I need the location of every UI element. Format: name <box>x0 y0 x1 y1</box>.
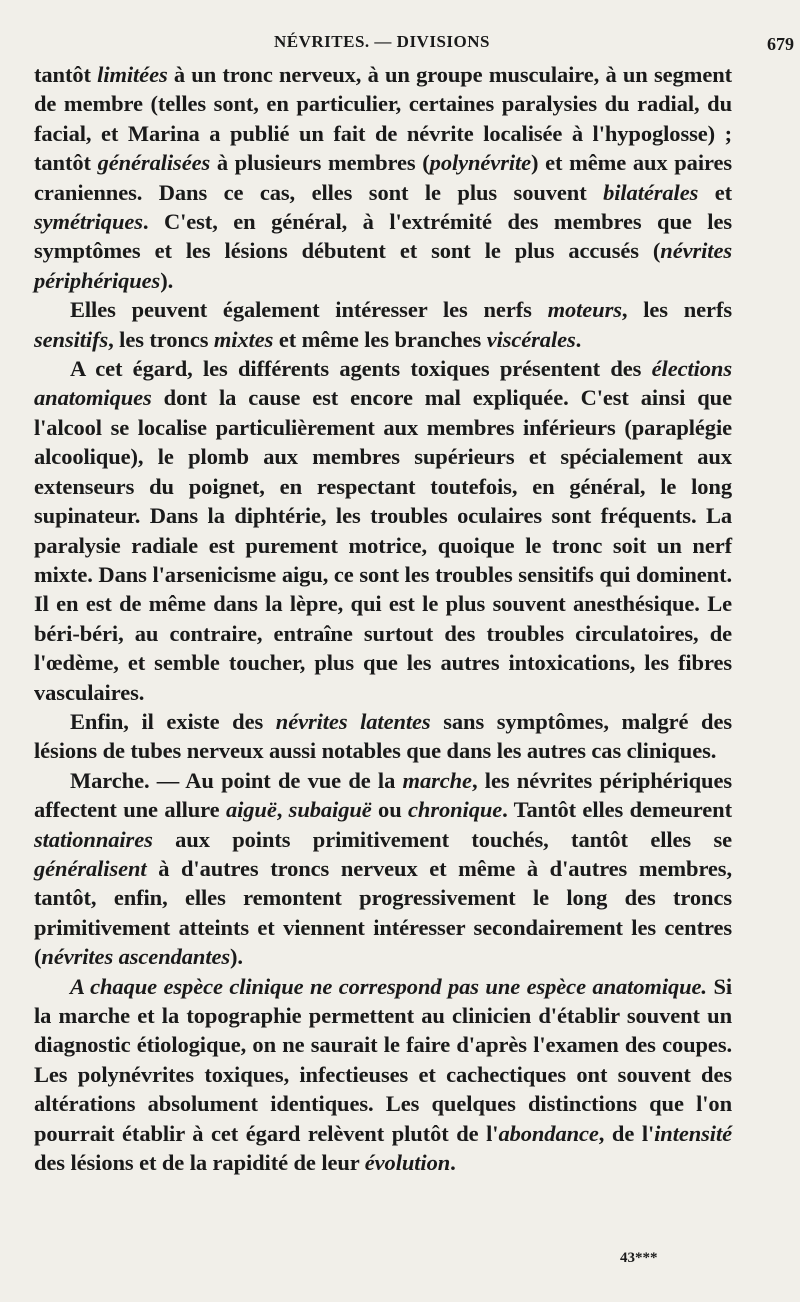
italic-run: subaiguë <box>288 797 372 823</box>
italic-run: évolution <box>364 1150 451 1176</box>
italic-run: polynévrite <box>429 150 532 176</box>
text-run: tantôt <box>34 62 98 87</box>
italic-run: moteurs <box>547 297 622 323</box>
paragraph <box>34 707 732 766</box>
text-run: , de l' <box>598 1120 655 1146</box>
body-text <box>34 60 732 1177</box>
text-run: , <box>276 797 289 823</box>
text-run: Enfin, il existe des <box>70 708 276 734</box>
text-run: . C'est, en général, à l'extrémité des membres que les symptômes et les lésions débutent et sont le plus accusés ( <box>34 209 732 264</box>
page-header <box>34 26 794 60</box>
paragraph <box>34 972 732 1178</box>
text-run: dont la cause est encore mal expliquée. C'est ainsi que l'alcool se localise particulièrement aux membres inférieurs (paraplégie alcoolique), le plomb aux membres supérieurs et spécialement aux extenseurs du poignet, en respectant toutefois, en général, le long supinateur. Dans la diphtérie, les troubles oculaires sont fréquents. La paralysie radiale est purement motrice, quoique le tronc soit un nerf mixte. Dans l'arsenicisme aigu, ce sont les troubles sensitifs qui dominent. Il en est de même dans la lèpre, qui est le plus souvent anesthésique. Le béri-béri, au contraire, entraîne surtout des troubles circulatoires, de l'œdème, et semble toucher, plus que les autres intoxications, les fibres vasculaires. <box>34 385 732 705</box>
text-run: ). <box>160 267 174 293</box>
italic-run: névrites latentes <box>275 708 431 734</box>
paragraph <box>34 60 732 295</box>
italic-run: élections anatomiques <box>34 356 732 411</box>
text-run: et même les branches <box>273 326 487 352</box>
text-run: Elles peuvent également intéresser les nerfs <box>70 297 548 323</box>
italic-run: A chaque espèce clinique ne correspond pas une espèce anatomique. <box>70 973 707 999</box>
text-run: ou <box>371 797 409 823</box>
text-run: à plusieurs membres ( <box>210 150 430 176</box>
italic-run: symétriques <box>34 209 143 235</box>
text-run: aux points primitivement touchés, tantôt elles se <box>152 826 732 852</box>
text-run: sans symptômes, malgré des lésions de tubes nerveux aussi notables que dans les autres cas cliniques. <box>34 708 732 764</box>
italic-run: stationnaires <box>34 826 153 852</box>
italic-run: névrites périphériques <box>34 238 732 293</box>
text-run: Si la marche et la topographie permettent au clinicien d'établir souvent un diagnostic étiologique, on ne saurait le faire d'après l'examen des coupes. Les polynévrites toxiques, infectieuses et cachectiques ont souvent des altérations absolument identiques. Les quelques distinctions que l'on pourrait établir à cet égard relèvent plutôt de l' <box>34 973 733 1146</box>
paragraph <box>34 766 732 972</box>
italic-run: marche <box>402 767 472 793</box>
text-run: ). <box>230 944 243 970</box>
text-run: des lésions et de la rapidité de leur <box>34 1150 365 1176</box>
italic-run: sensitifs <box>34 326 109 352</box>
italic-run: généralisées <box>97 150 211 176</box>
italic-run: généralisent <box>34 855 147 881</box>
printer-signature: 43*** <box>620 1250 658 1266</box>
text-run: . Tantôt elles demeurent <box>502 797 732 823</box>
italic-run: limitées <box>97 62 168 87</box>
italic-run: abondance <box>498 1120 599 1146</box>
italic-run: bilatérales <box>603 179 699 205</box>
paragraph <box>34 295 732 354</box>
paragraph <box>34 354 732 707</box>
page-number: 679 <box>767 34 794 54</box>
running-title: NÉVRITES. — DIVISIONS <box>274 32 490 51</box>
text-run: Marche. — Au point de vue de la <box>70 767 403 793</box>
italic-run: aiguë <box>225 797 277 823</box>
italic-run: chronique <box>408 797 503 823</box>
text-run: à d'autres troncs nerveux et même à d'autres membres, tantôt, enfin, elles remontent progressivement le long des troncs primitivement atteints et viennent intéresser secondairement les centres ( <box>34 855 732 970</box>
text-run: . <box>450 1150 456 1176</box>
italic-run: viscérales <box>486 326 576 352</box>
text-run: à un tronc nerveux, à un groupe musculaire, à un segment de membre (telles sont, en particulier, certaines paralysies du radial, du facial, et Marina a publié un fait de névrite localisée à l'hypoglosse) ; tantôt <box>34 62 733 176</box>
italic-run: intensité <box>654 1120 732 1146</box>
text-run: et <box>698 179 732 205</box>
text-run: , les troncs <box>108 326 214 352</box>
text-run: , les nerfs <box>621 297 732 323</box>
text-run: , les névrites périphériques affectent une allure <box>34 767 732 823</box>
text-run: A cet égard, les différents agents toxiques présentent des <box>70 356 652 382</box>
italic-run: mixtes <box>213 326 274 352</box>
text-run: . <box>575 326 582 352</box>
italic-run: névrites ascendantes <box>41 944 231 970</box>
text-run: ) et même aux paires craniennes. Dans ce cas, elles sont le plus souvent <box>34 150 732 205</box>
